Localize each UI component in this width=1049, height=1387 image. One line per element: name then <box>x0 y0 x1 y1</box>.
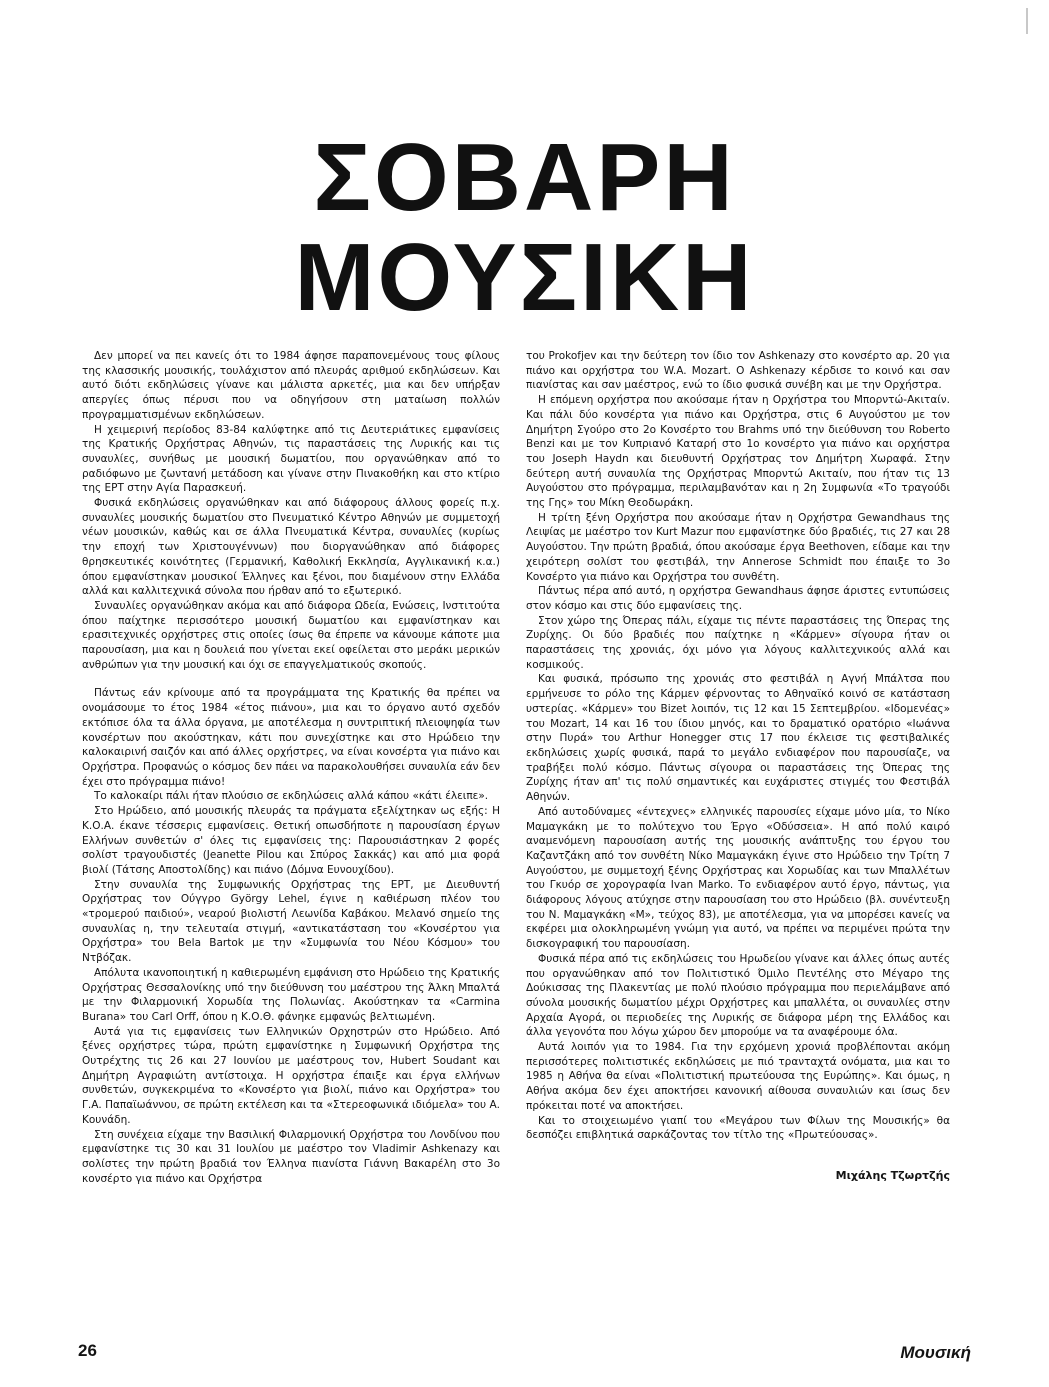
paragraph: Η χειμερινή περίοδος 83-84 καλύφτηκε από τις Δευτεριάτικες εμφανίσεις της Κρατικής Ορχήστρας Αθηνών, τις παραστάσεις της Λυρικής και τις συναυλίες, συνήθως με μουσική δωματίου, που οργανώθηκαν από το ραδιόφωνο με ζωντανή μετάδοση και γίνανε στην Πινακοθήκη και στο κτίριο της ΕΡΤ στην Αγία Παρασκευή. <box>82 423 500 495</box>
paragraph: Στο Ηρώδειο, από μουσικής πλευράς τα πράγματα εξελίχτηκαν ως εξής: Η Κ.Ο.Α. έκανε τέσσερις εμφανίσεις. Θετική οπωσδήποτε η παρουσίαση έργων Ελλήνων συνθετών σ' όλες τις εμφανίσεις της: Παρουσιάστηκαν 2 φορές σολίστ τραγουδιστές (Jeanette Pilou και Σπύρος Σακκάς) και από μια φορά βιολί (Τάτσης Αποστολίδης) και πιάνο (Δόμνα Ευνουχίδου). <box>82 805 500 876</box>
paragraph: Το καλοκαίρι πάλι ήταν πλούσιο σε εκδηλώσεις αλλά κάπου «κάτι έλειπε». <box>94 790 489 803</box>
article-title <box>0 124 1049 331</box>
left-column <box>82 349 500 1186</box>
title-line-1: ΣΟΒΑΡΗ <box>313 124 736 231</box>
magazine-name: Μουσική <box>900 1343 971 1362</box>
paragraph: Η επόμενη ορχήστρα που ακούσαμε ήταν η Ορχήστρα του Μπορντώ-Ακιταίν. Και πάλι δύο κονσέρτα για πιάνο και Ορχήστρα, στις 6 Αυγούστου με τον Δημήτρη Σγούρο στο 2ο Κονσέρτο του Brahms υπό την διεύθυνση του Roberto Benzi και με τον Κυπριανό Καταρή στο 1ο κονσέρτο για πιάνο και ορχήστρα του Joseph Haydn και διευθυντή Ορχήστρας τον Δημήτρη Χωραφά. Στην δεύτερη αυτή συναυλία της Ορχήστρας Μπορντώ Ακιταίν, που ήταν τις 13 Αυγούστου στο πρόγραμμα, περιλαμβανόταν και η 2η Συμφωνία «Το τραγούδι της Γης» του Μίκη Θεοδωράκη. <box>526 394 950 510</box>
scan-edge-mark <box>1026 8 1028 34</box>
paragraph: Από αυτοδύναμες «έντεχνες» ελληνικές παρουσίες είχαμε μόνο μία, το Νίκο Μαμαγκάκη με το πολύτεχνο του Έργο «Οδύσσεια». Η από πολύ καιρό αναμενόμενη παρουσίαση αυτής της μουσικής ανάπτυξης του έργου του Καζαντζάκη από τον συνθέτη Νίκο Μαμαγκάκη έγινε στο Ηρώδειο την Τρίτη 7 Αυγούστου, με συμμετοχή ξένης Ορχήστρας και Χορωδίας και των Μπαλλέτων του Γκυόρ σε χορογραφία Ivan Marko. Το ενδιαφέρον αυτό έργο, πάντως, για διάφορους λόγους ατύχησε στην παρουσίαση του στο Ηρώδειο (βλ. συνέντευξη του Ν. Μαμαγκάκη «Μ», τεύχος 83), με αποτέλεσμα, για να μπορέσει κανείς να εκφέρει μια ολοκληρωμένη γνώμη για αυτό, να πρέπει να περιμένει πρώτα την δισκογραφική του παρουσίαση. <box>526 805 950 951</box>
paragraph: Η τρίτη ξένη Ορχήστρα που ακούσαμε ήταν η Ορχήστρα Gewandhaus της Λειψίας με μαέστρο τον Kurt Mazur που εμφανίστηκε δύο βραδιές, τις 27 και 28 Αυγούστου. Την πρώτη βραδιά, όπου ακούσαμε έργα Beethoven, είδαμε και την χειρότερη σολίστ του φεστιβάλ, την Annerose Schmidt που έπαιξε το 3ο Κονσέρτο για πιάνο και Ορχήστρα του συνθέτη. <box>526 511 950 583</box>
author-signature: Μιχάλης Τζωρτζής <box>835 1168 950 1182</box>
paragraph: Φυσικά εκδηλώσεις οργανώθηκαν και από διάφορους άλλους φορείς π.χ. συναυλίες μουσικής δωματίου στο Πνευματικό Κέντρο Αθηνών με συμμετοχή νέων μουσικών, καθώς και σε άλλα Πνευματικά Κέντρα, συναυλίες (κυρίως την εποχή των Χριστουγέννων) που διοργανώθηκαν από διάφορες θρησκευτικές κοινότητες (Γερμανική, Καθολική Εκκλησία, Αγγλικανική κ.α.) όπου εμφανίστηκαν μουσικοί Έλληνες και ξένοι, που διαμένουν στην Ελλάδα αλλά και καλλιτεχνικά σύνολα που ήρθαν από το εξωτερικό. <box>82 497 500 598</box>
page-number: 26 <box>78 1341 97 1360</box>
paragraph: Στον χώρο της Όπερας πάλι, είχαμε τις πέντε παραστάσεις της Όπερας της Ζυρίχης. Οι δύο βραδιές που παίχτηκε η «Κάρμεν» σίγουρα ήταν οι παραστάσεις της χρονιάς, όχι μόνο για λόγους καλλιτεχνικούς αλλά και κοσμικούς. <box>526 614 950 671</box>
paragraph: Δεν μπορεί να πει κανείς ότι το 1984 άφησε παραπονεμένους τους φίλους της κλασσικής μουσικής, τουλάχιστον από πλευράς αριθμού εκδηλώσεων. Και αυτό διότι εκδηλώσεις γίνανε και μάλιστα αρκετές, μια και δεν υπήρξαν απεργίες όπως πέρυσι που να οδηγήσουν στη ματαίωση πολλών προγραμματισμένων εκδηλώσεων. <box>82 350 500 421</box>
paragraph: Αυτά για τις εμφανίσεις των Ελληνικών Ορχηστρών στο Ηρώδειο. Από ξένες ορχήστρες τώρα, πρώτη εμφανίστηκε η Συμφωνική Ορχήστρα της Ουτρέχτης τις 26 και 27 Ιουνίου με μαέστρους τον, Hubert Soudant και Δημήτρη Αγραφιώτη αντίστοιχα. Η ορχήστρα έπαιξε και έργα ελλήνων συνθετών, συγκεκριμένα το «Κονσέρτο για βιολί, πιάνο και Ορχήστρα» του Γ.Α. Παπαϊωάννου, σε πρώτη εκτέλεση και τα «Στερεοφωνικά ιδιόμελα» του Α. Κουνάδη. <box>82 1025 500 1126</box>
right-column <box>526 349 950 1184</box>
paragraph: Αυτά λοιπόν για το 1984. Για την ερχόμενη χρονιά προβλέπονται ακόμη περισσότερες πολιτιστικές εκδηλώσεις με πιό τρανταχτά ονόματα, μια και το 1985 η Αθήνα θα είναι «Πολιτιστική πρωτεύουσα της Ευρώπης». Και όμως, η Αθήνα ακόμα δεν έχει αποκτήσει κανονική αίθουσα συναυλιών και ίσως δεν πρόκειται ποτέ να αποκτήσει. <box>526 1041 950 1112</box>
paragraph: Και φυσικά, πρόσωπο της χρονιάς στο φεστιβάλ η Αγνή Μπάλτσα που ερμήνευσε το ρόλο της Κάρμεν φέρνοντας το Αθηναϊκό κοινό σε κατάσταση υστερίας. «Κάρμεν» του Bizet λοιπόν, τις 12 και 15 Σεπτεμβρίου. «Ιδομενέας» του Mozart, 14 και 16 του ίδιου μηνός, και το δραματικό ορατόριο «Ιωάννα στην Πυρά» του Arthur Honegger στις 17 που έκλεισε τις φεστιβαλικές εκδηλώσεις χωρίς φυσικά, παρά το μεγάλο ενδιαφέρον που παρουσίαζε, να τραβήξει πολύ κόσμο. Πάντως σίγουρα οι παραστάσεις της Όπερας της Ζυρίχης ήταν απ' τις πολύ σημαντικές και ευχάριστες στιγμές του Φεστιβάλ Αθηνών. <box>526 673 950 804</box>
paragraph: Και το στοιχειωμένο γιαπί του «Μεγάρου των Φίλων της Μουσικής» θα δεσπόζει επιβλητικά σαρκάζοντας τον τίτλο της «Πρωτεύουσας». <box>526 1114 950 1142</box>
paragraph: του Prokofjev και την δεύτερη τον ίδιο τον Ashkenazy στο κονσέρτο αρ. 20 για πιάνο και ορχήστρα του W.A. Mozart. Ο Ashkenazy κέρδισε το κοινό και σαν πιανίστας και σαν μαέστρος, ενώ το ίδιο φυσικά συνέβη και με την Ορχήστρα. <box>526 350 950 392</box>
paragraph: Φυσικά πέρα από τις εκδηλώσεις του Ηρωδείου γίνανε και άλλες όπως αυτές που οργανώθηκαν από τον Πολιτιστικό Όμιλο Πεντέλης στο Μέγαρο της Δούκισσας της Πλακεντίας με πολύ πλούσιο πρόγραμμα που περιελάμβανε από σύνολα μουσικής δωματίου μέχρι Ορχήστρες και μπαλλέτα, οι συναυλίες στην Αρχαία Αγορά, οι περιοδείες της Λυρικής σε διάφορα μέρη της Ελλάδος και άλλα γεγονότα που λόγω χώρου δεν μπορούμε να τα αναφέρουμε όλα. <box>526 952 950 1039</box>
paragraph: Στην συναυλία της Συμφωνικής Ορχήστρας της ΕΡΤ, με Διευθυντή Ορχήστρας τον Ούγγρο György Lehel, έγινε η καθιέρωση πλέον του «τρομερού παιδιού», νεαρού βιολιστή Λεωνίδα Καβάκου. Μελανό σημείο της συναυλίας η, την τελευταία στιγμή, «αντικατάσταση του «Κονσέρτου για Ορχήστρα» του Bela Bartok με την «Συμφωνία του Νέου Κόσμου» του Ντβόζακ. <box>82 878 500 965</box>
title-line-2: ΜΟΥΣΙΚΗ <box>294 224 755 331</box>
paragraph: Συναυλίες οργανώθηκαν ακόμα και από διάφορα Ωδεία, Ενώσεις, Ινστιτούτα όπου παίχτηκε περισσότερο μουσική δωματίου και εμφανίστηκαν και ερασιτεχνικές ορχήστρες στις οποίες ίσως θα έπρεπε να κάνουμε κάποτε μια παρουσίαση, μια και η δουλειά που γίνεται εκεί οφείλεται στο μεράκι μερικών ανθρώπων για την μουσική και όχι σε επαγγελματικούς σκοπούς. <box>82 599 500 671</box>
paragraph: Στη συνέχεια είχαμε την Βασιλική Φιλαρμονική Ορχήστρα του Λονδίνου που εμφανίστηκε τις 30 και 31 Ιουλίου με μαέστρο τον Vladimir Ashkenazy και σολίστες την πρώτη βραδιά τον Έλληνα πιανίστα Γιάννη Βακαρέλη στο 3ο κονσέρτο για πιάνο και Ορχήστρα <box>82 1128 500 1185</box>
paragraph: Πάντως πέρα από αυτό, η ορχήστρα Gewandhaus άφησε άριστες εντυπώσεις στον κόσμο και στις δύο εμφανίσεις της. <box>526 585 950 612</box>
paragraph: Πάντως εάν κρίνουμε από τα προγράμματα της Κρατικής θα πρέπει να ονομάσουμε το έτος 1984 «έτος πιάνου», μια και το όργανο αυτό σχεδόν εκτόπισε όλα τα άλλα όργανα, με αποτέλεσμα η συντριπτική πλειοψηφία των κονσέρτων που ακούστηκαν, κάτι που συνεχίστηκε και στο Ηρώδειο την καλοκαιρινή σαιζόν και από άλλες ορχήστρες, να είναι κονσέρτα για πιάνο και Ορχήστρα. Προφανώς ο κόσμος δεν πάει να παρακολουθήσει συναυλία εάν δεν έχει στο πρόγραμμα πιάνο! <box>82 687 500 788</box>
paragraph: Απόλυτα ικανοποιητική η καθιερωμένη εμφάνιση στο Ηρώδειο της Κρατικής Ορχήστρας Θεσσαλονίκης υπό την διεύθυνση του μαέστρου της Άλκη Μπαλτά με την Φιλαρμονική Χορωδία της Πολωνίας. Ακούστηκαν τα «Carmina Burana» του Carl Orff, όπου η Κ.Ο.Θ. φάνηκε εμφανώς βελτιωμένη. <box>82 966 500 1023</box>
